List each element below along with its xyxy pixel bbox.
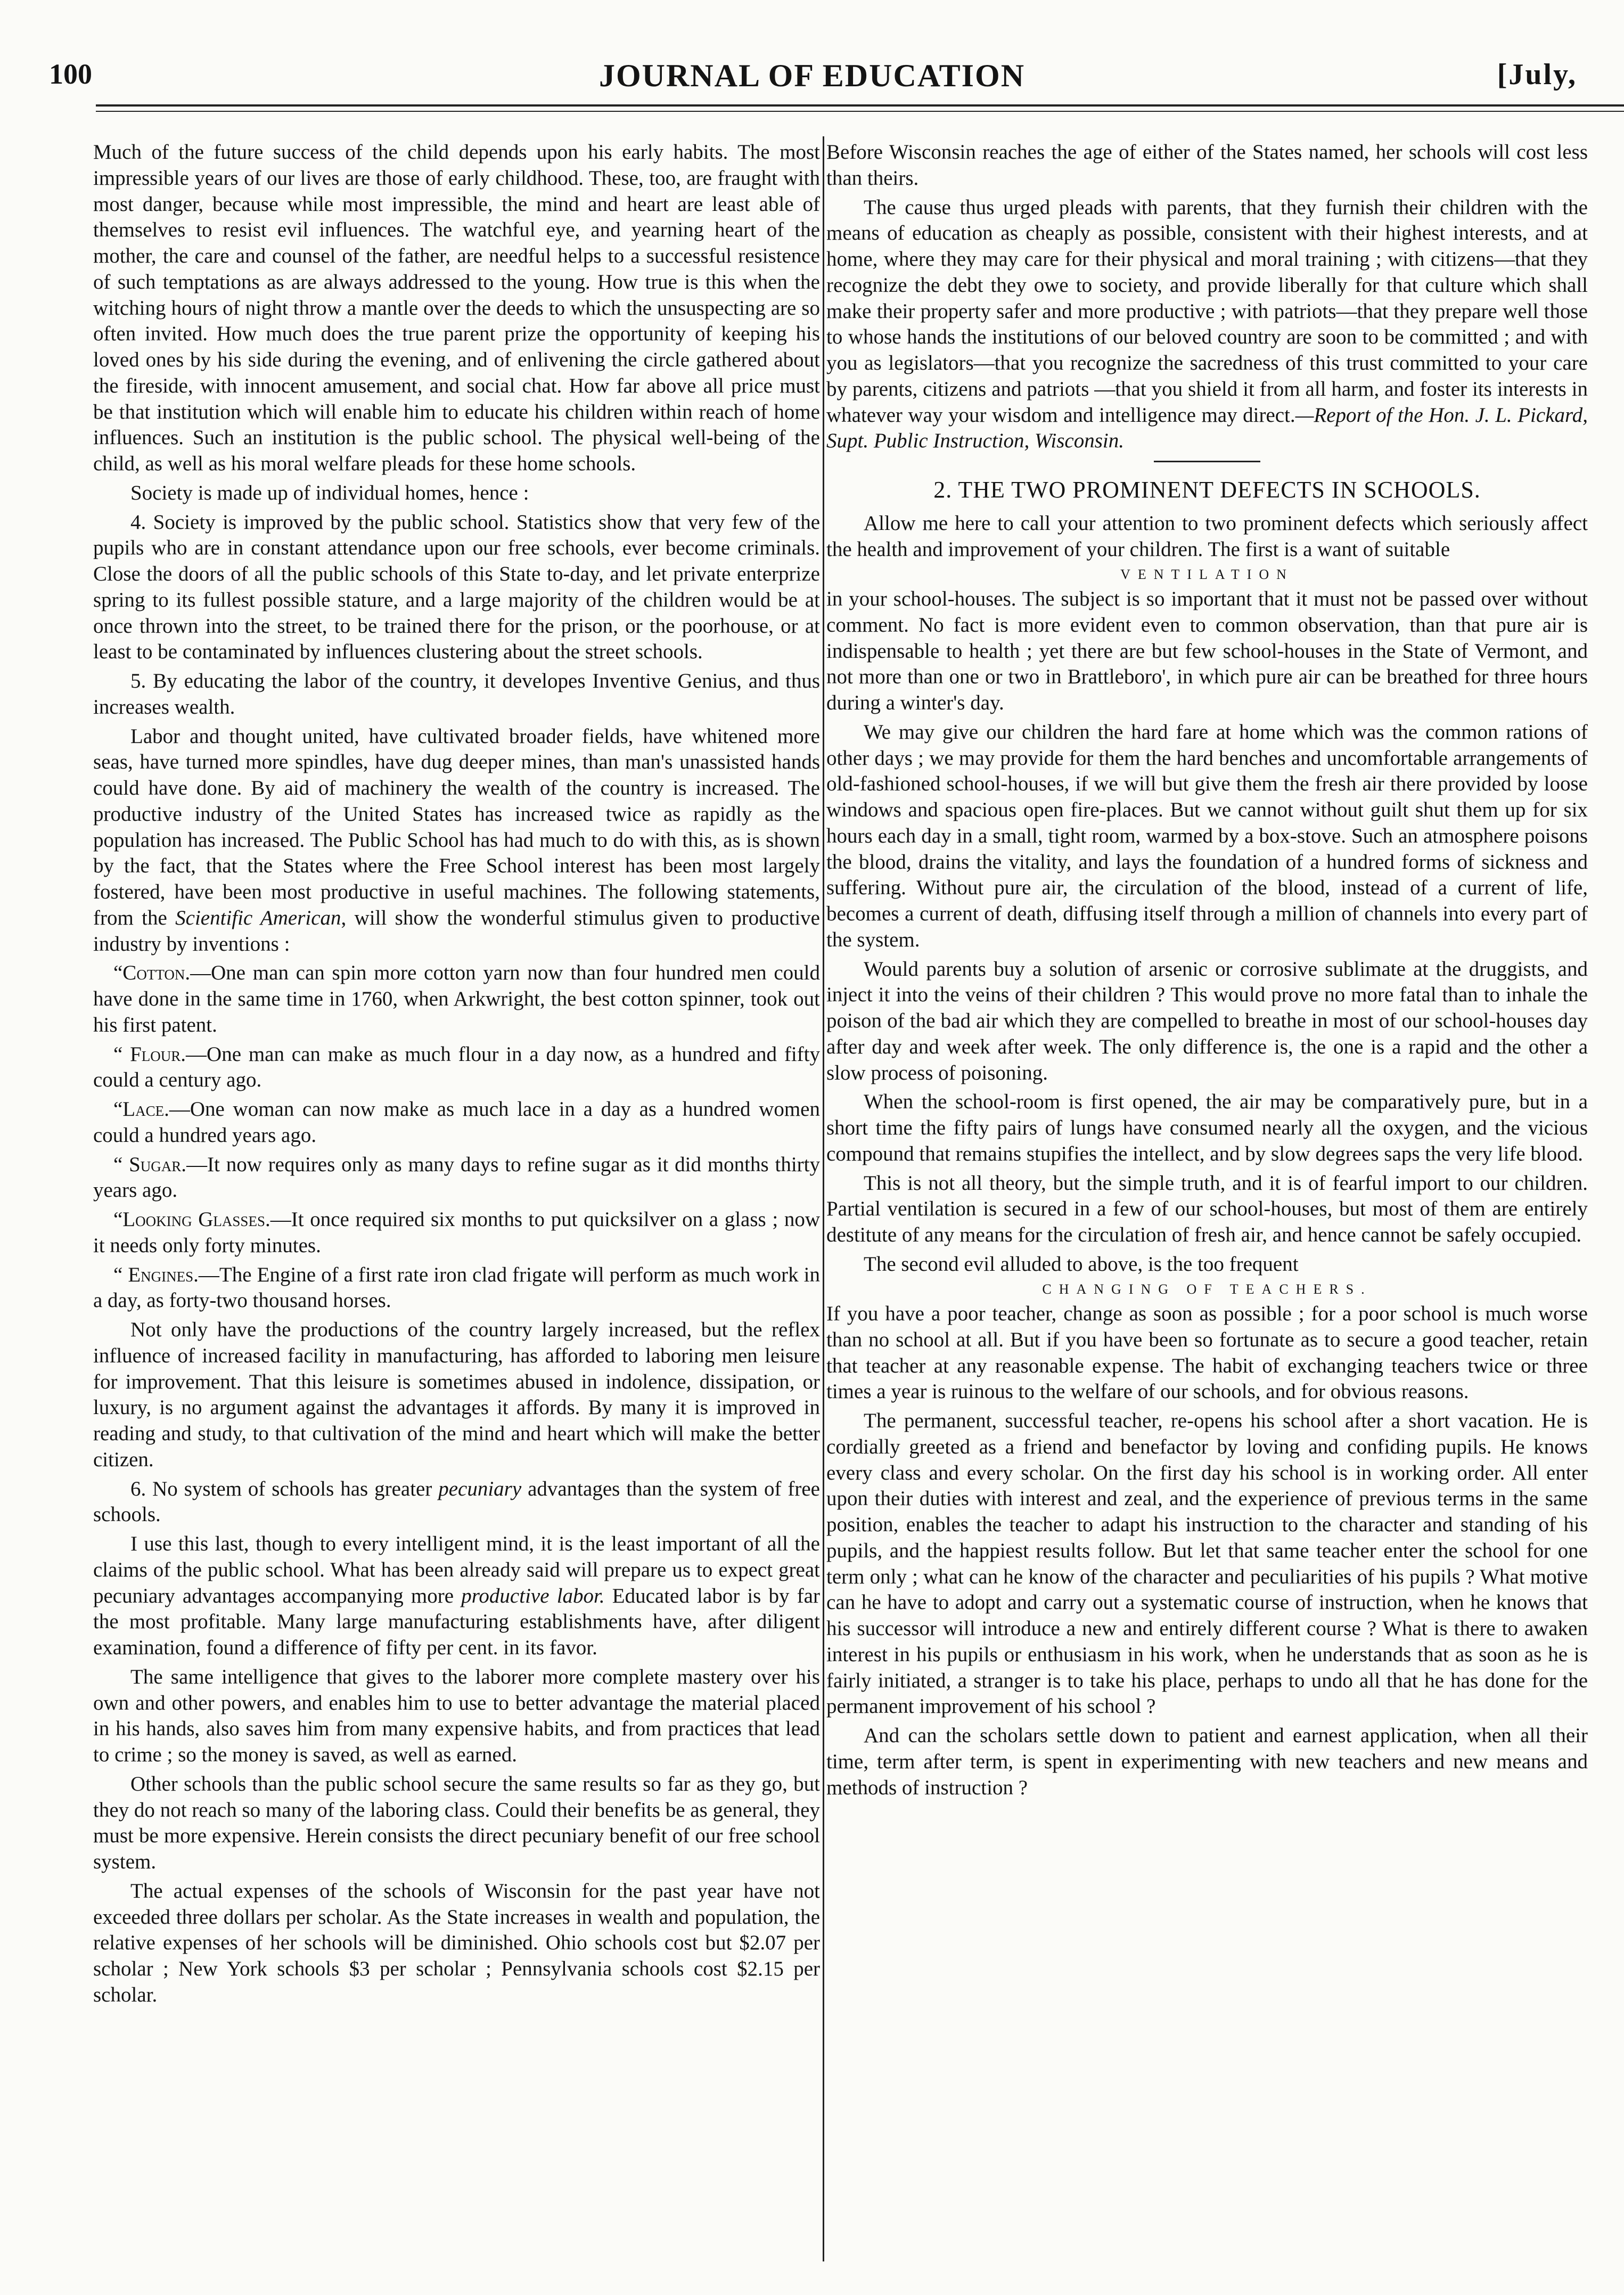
running-month: [July, [1497,58,1577,91]
quote-sugar: “ Sugar.—It now requires only as many days to refine sugar as it did months thirty years ago. [93,1153,820,1202]
paragraph: Allow me here to call your attention to two prominent defects which seriously affect the health and improvement of your children. The first is a want of suitable [826,512,1588,561]
paragraph: If you have a poor teacher, change as soon as possible ; for a poor school is much worse than no school at all. But if you have been so fortunate as to secure a good teacher, retain that teacher at any reasonable expense. The habit of exchanging teachers twice or three times a year is ruinous to the welfare of our schools, and for obvious reasons. [826,1302,1588,1403]
left-column [93,140,820,2012]
section-heading: 2. THE TWO PROMINENT DEFECTS IN SCHOOLS. [933,477,1481,503]
page-number: 100 [49,58,92,90]
journal-title: JOURNAL OF EDUCATION [598,58,1026,93]
paragraph: 6. No system of schools has greater pecuniary advantages than the system of free schools. [93,1477,820,1526]
paragraph: I use this last, though to every intelligent mind, it is the least important of all the claims of the public school. What has been already said will prepare us to expect great pecuniary advantages accompanying more productive labor. Educated labor is by far the most profitable. Many large manufacturing establishments have, after diligent examination, found a difference of fifty per cent. in its favor. [93,1532,820,1659]
paragraph: The second evil alluded to above, is the too frequent [864,1252,1299,1276]
italic-text: pecuniary [438,1477,522,1500]
paragraph: And can the scholars settle down to patient and earnest application, when all their time, term after term, is spent in experimenting with new teachers and new means and methods of instruction ? [826,1724,1588,1799]
quote-flour: “ Flour.—One man can make as much flour in a day now, as a hundred and fifty could a century ago. [93,1042,820,1092]
paragraph: in your school-houses. The subject is so important that it must not be passed over without comment. No fact is more evident even to common observation, than that pure air is indispensable to health ; yet there are but few school-houses in the State of Vermont, and not more than one or two in Brattleboro', in which pure air can be breathed for three hours during a winter's day. [826,587,1588,714]
paragraph: 4. Society is improved by the public school. Statistics show that very few of the pupils who are in constant attendance upon our free schools, ever become criminals. Close the doors of all the public schools of this State to-day, and let private enterprize spring to its fullest possible stature, and a large majority of the children would be at once thrown into the street, to be trained there for the prison, or the poorhouse, or at least to be contaminated by influences clustering about the street schools. [93,510,820,664]
paragraph: Would parents buy a solution of arsenic or corrosive sublimate at the druggists, and inject it into the veins of their children ? This would prove no more fatal than to inhale the poison of the bad air which they are compelled to breathe in most of our school-houses day after day and week after week. The only difference is, the one is a rapid and the other a slow process of poisoning. [826,957,1588,1084]
column-divider [823,136,824,2261]
quote-cotton: “Cotton.—One man can spin more cotton yarn now than four hundred men could have done in the same time in 1760, when Arkwright, the best cotton spinner, took out his first patent. [93,961,820,1036]
italic-text: Scientific American [175,906,341,929]
header-rule-thick [96,104,1624,107]
paragraph: 5. By educating the labor of the country, it developes Inventive Genius, and thus increases wealth. [93,669,820,718]
paragraph: The permanent, successful teacher, re-opens his school after a short vacation. He is cordially greeted as a friend and benefactor by loving and confiding pupils. He knows every class and every scholar. On the first day his school is in working order. All enter upon their duties with interest and zeal, and the experience of previous terms in the same position, enables the teacher to adapt his instruction to the character and standing of his pupils, and the happiest results follow. But let that same teacher enter the school for one term only ; what can he know of the character and peculiarities of his pupils ? What motive can he have to adopt and carry out a systematic course of instruction, when he knows that his successor will introduce a new and entirely different course ? What is there to awaken interest in his pupils or enthusiasm in his work, when he understands that as soon as he is fairly initiated, a stranger is to take his place, perhaps to undo all that he has done for the permanent improvement of his school ? [826,1409,1588,1718]
paragraph: Labor and thought united, have cultivated broader fields, have whitened more seas, have turned more spindles, have dug deeper mines, than man's unassisted hands could have done. By aid of machinery the wealth of the country is increased. The productive industry of the United States has increased twice as rapidly as the population has increased. The Public School has had much to do with this, as is shown by the fact, that the States where the Free School interest has been most largely fostered, have been most productive in useful machines. The following statements, from the Scientific American, will show the wonderful stimulus given to productive industry by inventions : [93,724,820,955]
italic-text: productive labor. [461,1584,605,1607]
subheading-ventilation: VENTILATION [1120,566,1294,582]
paragraph: The same intelligence that gives to the laborer more complete mastery over his own and other powers, and enables him to use to better advantage the material placed in his hands, also saves him from many expensive habits, and from practices that lead to crime ; so the money is saved, as well as earned. [93,1665,820,1766]
paragraph: The cause thus urged pleads with parents, that they furnish their children with the means of education as cheaply as possible, consistent with their highest interests, and at home, where they may care for their physical and moral training ; with citizens—that they recognize the debt they owe to society, and provide liberally for that culture which shall make their property safer and more productive ; with patriots—that they prepare well those to whose hands the institutions of our beloved country are soon to be committed ; and with you as legislators—that you recognize the sacredness of this trust committed to your care by parents, citizens and patriots —that you shield it from all harm, and foster its interests in whatever way your wisdom and intelligence may direct.—Report of the Hon. J. L. Pickard, Supt. Public Instruction, Wisconsin. [826,195,1588,453]
header-rule-thin [96,111,1624,112]
section-separator [1154,461,1260,462]
quote-looking-glasses: “Looking Glasses.—It once required six months to put quicksilver on a glass ; now it needs only forty minutes. [93,1208,820,1257]
paragraph: Society is made up of individual homes, hence : [130,481,529,504]
paragraph: The actual expenses of the schools of Wisconsin for the past year have not exceeded three dollars per scholar. As the State increases in wealth and population, the relative expenses of her schools will be diminished. Ohio schools cost but $2.07 per scholar ; New York schools $3 per scholar ; Pennsylvania schools cost $2.15 per scholar. [93,1879,820,2006]
paragraph: Much of the future success of the child depends upon his early habits. The most impressible years of our lives are those of early childhood. These, too, are fraught with most danger, because while most impressible, the mind and heart are least able of themselves to resist evil influences. The watchful eye, and yearning heart of the mother, the care and counsel of the father, are needful helps to a successful resistence of such temptations as are always addressed to the young. How true is this when the witching hours of night throw a mantle over the deeds to which the unsuspecting are so often invited. How much does the true parent prize the opportunity of keeping his loved ones by his side during the evening, and of enlivening the circle gathered about the fireside, with innocent amusement, and social chat. How far above all price must be that institution which will enable him to educate his children within reach of home influences. Such an institution is the public school. The physical well-being of the child, as well as his moral welfare pleads for these home schools. [93,141,820,475]
paragraph: When the school-room is first opened, the air may be comparatively pure, but in a short time the fifty pairs of lungs have consumed nearly all the oxygen, and the vicious compound that remains stupifies the intellect, and by slow degrees saps the very life blood. [826,1090,1588,1165]
paragraph: This is not all theory, but the simple truth, and it is of fearful import to our children. Partial ventilation is secured in a few of our school-houses, but most of them are entirely destitute of any means for the circulation of fresh air, and hence cannot be safely occupied. [826,1171,1588,1246]
citation: —Report of the Hon. J. L. Pickard, Supt. Public Instruction, Wisconsin. [826,403,1588,453]
quote-lace: “Lace.—One woman can now make as much lace in a day as a hundred women could a hundred years ago. [93,1098,820,1147]
paragraph: Not only have the productions of the country largely increased, but the reflex influence of increased facility in manufacturing, has afforded to laboring men leisure for improvement. That this leisure is sometimes abused in indolence, dissipation, or luxury, is no argument against the advantages it affords. By many it is improved in reading and study, to that cultivation of the mind and heart which will make the better citizen. [93,1318,820,1471]
right-column [826,140,1588,1804]
paragraph: Before Wisconsin reaches the age of either of the States named, her schools will cost less than theirs. [826,141,1588,190]
paragraph: We may give our children the hard fare at home which was the common rations of other days ; we may provide for them the hard benches and uncomfortable arrangements of old-fashioned school-houses, if we will but give them the fresh air there provided by loose windows and spacious open fire-places. But we cannot without guilt shut them up for six hours each day in a small, tight room, warmed by a box-stove. Such an atmosphere poisons the blood, drains the vitality, and lays the foundation of a hundred forms of sickness and suffering. Without pure air, the circulation of the blood, instead of a current of life, becomes a current of death, diffusing itself through a million of channels into every part of the system. [826,720,1588,951]
subheading-changing-teachers: CHANGING OF TEACHERS. [1042,1281,1372,1297]
quote-engines: “ Engines.—The Engine of a first rate iron clad frigate will perform as much work in a day, as forty-two thousand horses. [93,1263,820,1312]
paragraph: Other schools than the public school secure the same results so far as they go, but they do not reach so many of the laboring class. Could their benefits be as general, they must be more expensive. Herein consists the direct pecuniary benefit of our free school system. [93,1772,820,1873]
